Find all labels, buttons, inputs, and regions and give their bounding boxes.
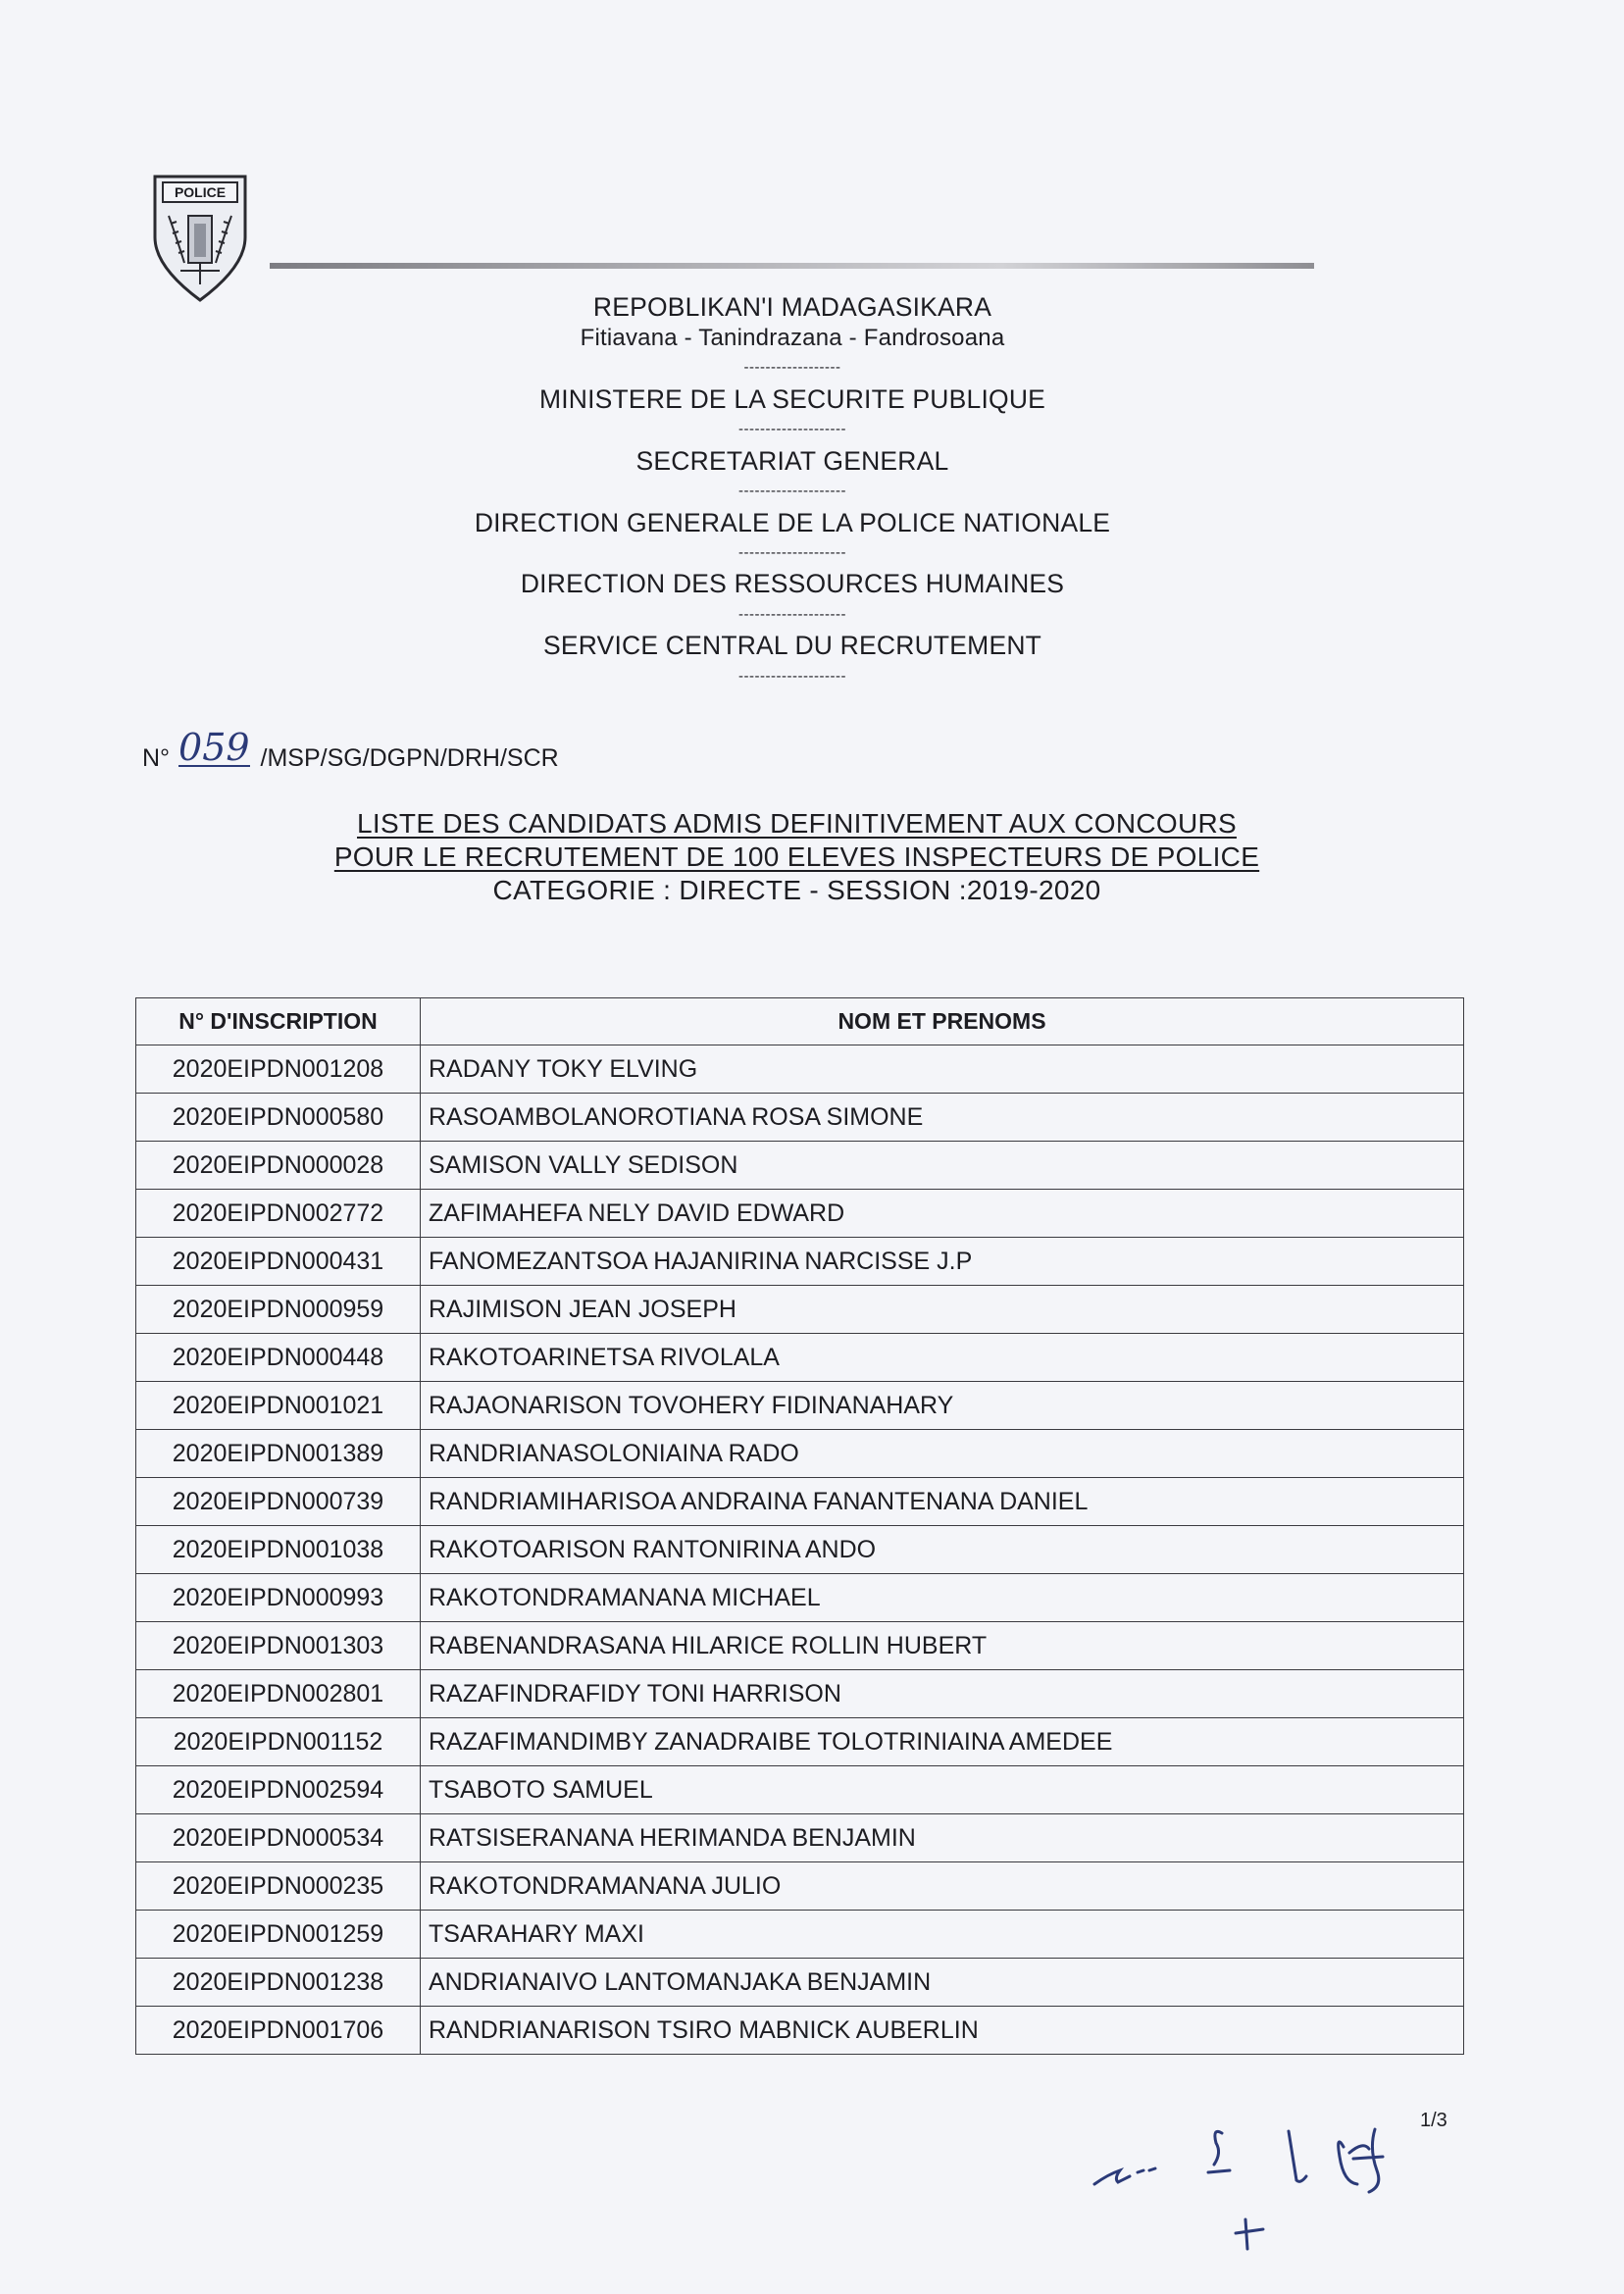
candidates-table bbox=[135, 997, 1464, 2055]
inscription-number-cell: 2020EIPDN001259 bbox=[136, 1911, 421, 1959]
header-service: SERVICE CENTRAL DU RECRUTEMENT bbox=[542, 631, 1042, 660]
reference-suffix: /MSP/SG/DGPN/DRH/SCR bbox=[260, 744, 559, 772]
inscription-number-cell: 2020EIPDN002594 bbox=[136, 1766, 421, 1814]
header-drh: DIRECTION DES RESSOURCES HUMAINES bbox=[520, 569, 1065, 598]
header-full-name: NOM ET PRENOMS bbox=[421, 998, 1464, 1045]
table-row bbox=[136, 1959, 1464, 2007]
candidate-name-cell: RAZAFINDRAFIDY TONI HARRISON bbox=[421, 1670, 1464, 1718]
inscription-number-cell: 2020EIPDN000448 bbox=[136, 1334, 421, 1382]
header-separator: ------------------ bbox=[743, 359, 841, 376]
table-row bbox=[136, 1190, 1464, 1238]
page-number: 1/3 bbox=[1420, 2110, 1447, 2131]
inscription-number-cell: 2020EIPDN000739 bbox=[136, 1478, 421, 1526]
header-secretariat: SECRETARIAT GENERAL bbox=[635, 446, 949, 476]
police-badge-icon bbox=[147, 169, 253, 306]
candidate-name-cell: RAZAFIMANDIMBY ZANADRAIBE TOLOTRINIAINA AMEDEE bbox=[421, 1718, 1464, 1766]
table-row bbox=[136, 1286, 1464, 1334]
reference-handwritten-number: 059 bbox=[178, 726, 250, 769]
header-republic: REPOBLIKAN'I MADAGASIKARA bbox=[592, 292, 992, 322]
header-inscription-number: N° D'INSCRIPTION bbox=[136, 998, 421, 1045]
inscription-number-cell: 2020EIPDN000580 bbox=[136, 1094, 421, 1142]
document-title-line-1: LISTE DES CANDIDATS ADMIS DEFINITIVEMENT AUX CONCOURS bbox=[357, 808, 1237, 839]
table-row bbox=[136, 1142, 1464, 1190]
inscription-number-cell: 2020EIPDN001038 bbox=[136, 1526, 421, 1574]
inscription-number-cell: 2020EIPDN000028 bbox=[136, 1142, 421, 1190]
table-row bbox=[136, 1622, 1464, 1670]
table-row bbox=[136, 1766, 1464, 1814]
candidate-name-cell: RANDRIAMIHARISOA ANDRAINA FANANTENANA DANIEL bbox=[421, 1478, 1464, 1526]
table-row bbox=[136, 1526, 1464, 1574]
inscription-number-cell: 2020EIPDN000959 bbox=[136, 1286, 421, 1334]
inscription-number-cell: 2020EIPDN002772 bbox=[136, 1190, 421, 1238]
candidate-name-cell: RAKOTOARINETSA RIVOLALA bbox=[421, 1334, 1464, 1382]
header-rule bbox=[270, 263, 1314, 269]
table-row bbox=[136, 1045, 1464, 1094]
candidate-name-cell: TSARAHARY MAXI bbox=[421, 1911, 1464, 1959]
header-separator: -------------------- bbox=[738, 544, 846, 561]
table-row bbox=[136, 1718, 1464, 1766]
table-row bbox=[136, 1094, 1464, 1142]
inscription-number-cell: 2020EIPDN000431 bbox=[136, 1238, 421, 1286]
header-motto: Fitiavana - Tanindrazana - Fandrosoana bbox=[580, 325, 1005, 351]
reference-number bbox=[142, 726, 559, 773]
inscription-number-cell: 2020EIPDN001152 bbox=[136, 1718, 421, 1766]
table-row bbox=[136, 1430, 1464, 1478]
candidate-name-cell: TSABOTO SAMUEL bbox=[421, 1766, 1464, 1814]
candidate-name-cell: FANOMEZANTSOA HAJANIRINA NARCISSE J.P bbox=[421, 1238, 1464, 1286]
table-row bbox=[136, 2007, 1464, 2055]
table-row bbox=[136, 1382, 1464, 1430]
candidate-name-cell: RAJIMISON JEAN JOSEPH bbox=[421, 1286, 1464, 1334]
header-separator: -------------------- bbox=[738, 668, 846, 685]
table-row bbox=[136, 1814, 1464, 1862]
inscription-number-cell: 2020EIPDN001706 bbox=[136, 2007, 421, 2055]
candidate-name-cell: RAKOTOARISON RANTONIRINA ANDO bbox=[421, 1526, 1464, 1574]
inscription-number-cell: 2020EIPDN000993 bbox=[136, 1574, 421, 1622]
inscription-number-cell: 2020EIPDN002801 bbox=[136, 1670, 421, 1718]
table-row bbox=[136, 1238, 1464, 1286]
header-separator: -------------------- bbox=[738, 606, 846, 623]
candidate-name-cell: RASOAMBOLANOROTIANA ROSA SIMONE bbox=[421, 1094, 1464, 1142]
candidate-name-cell: RAKOTONDRAMANANA JULIO bbox=[421, 1862, 1464, 1911]
candidate-name-cell: RATSISERANANA HERIMANDA BENJAMIN bbox=[421, 1814, 1464, 1862]
header-separator: -------------------- bbox=[738, 483, 846, 499]
table-row bbox=[136, 1478, 1464, 1526]
header-separator: -------------------- bbox=[738, 421, 846, 437]
inscription-number-cell: 2020EIPDN000235 bbox=[136, 1862, 421, 1911]
table-row bbox=[136, 1334, 1464, 1382]
candidate-name-cell: RABENANDRASANA HILARICE ROLLIN HUBERT bbox=[421, 1622, 1464, 1670]
table-row bbox=[136, 1911, 1464, 1959]
candidate-name-cell: RANDRIANARISON TSIRO MABNICK AUBERLIN bbox=[421, 2007, 1464, 2055]
inscription-number-cell: 2020EIPDN001208 bbox=[136, 1045, 421, 1094]
document-title-line-2: POUR LE RECRUTEMENT DE 100 ELEVES INSPECTEURS DE POLICE bbox=[333, 841, 1260, 872]
table-row bbox=[136, 1574, 1464, 1622]
reference-prefix: N° bbox=[142, 744, 171, 772]
candidate-name-cell: ZAFIMAHEFA NELY DAVID EDWARD bbox=[421, 1190, 1464, 1238]
header-ministry: MINISTERE DE LA SECURITE PUBLIQUE bbox=[538, 384, 1046, 414]
logo-label: POLICE bbox=[174, 184, 227, 200]
header-direction-generale: DIRECTION GENERALE DE LA POLICE NATIONALE bbox=[474, 508, 1111, 537]
inscription-number-cell: 2020EIPDN000534 bbox=[136, 1814, 421, 1862]
candidate-name-cell: ANDRIANAIVO LANTOMANJAKA BENJAMIN bbox=[421, 1959, 1464, 2007]
inscription-number-cell: 2020EIPDN001303 bbox=[136, 1622, 421, 1670]
inscription-number-cell: 2020EIPDN001389 bbox=[136, 1430, 421, 1478]
table-header-row bbox=[136, 998, 1464, 1045]
table-row bbox=[136, 1670, 1464, 1718]
candidate-name-cell: RAKOTONDRAMANANA MICHAEL bbox=[421, 1574, 1464, 1622]
candidate-name-cell: RADANY TOKY ELVING bbox=[421, 1045, 1464, 1094]
candidate-name-cell: RANDRIANASOLONIAINA RADO bbox=[421, 1430, 1464, 1478]
inscription-number-cell: 2020EIPDN001238 bbox=[136, 1959, 421, 2007]
document-title-line-3: CATEGORIE : DIRECTE - SESSION :2019-2020 bbox=[492, 875, 1101, 905]
table-row bbox=[136, 1862, 1464, 1911]
candidate-name-cell: SAMISON VALLY SEDISON bbox=[421, 1142, 1464, 1190]
handwritten-initials-icon bbox=[1079, 2114, 1442, 2270]
inscription-number-cell: 2020EIPDN001021 bbox=[136, 1382, 421, 1430]
candidate-name-cell: RAJAONARISON TOVOHERY FIDINANAHARY bbox=[421, 1382, 1464, 1430]
